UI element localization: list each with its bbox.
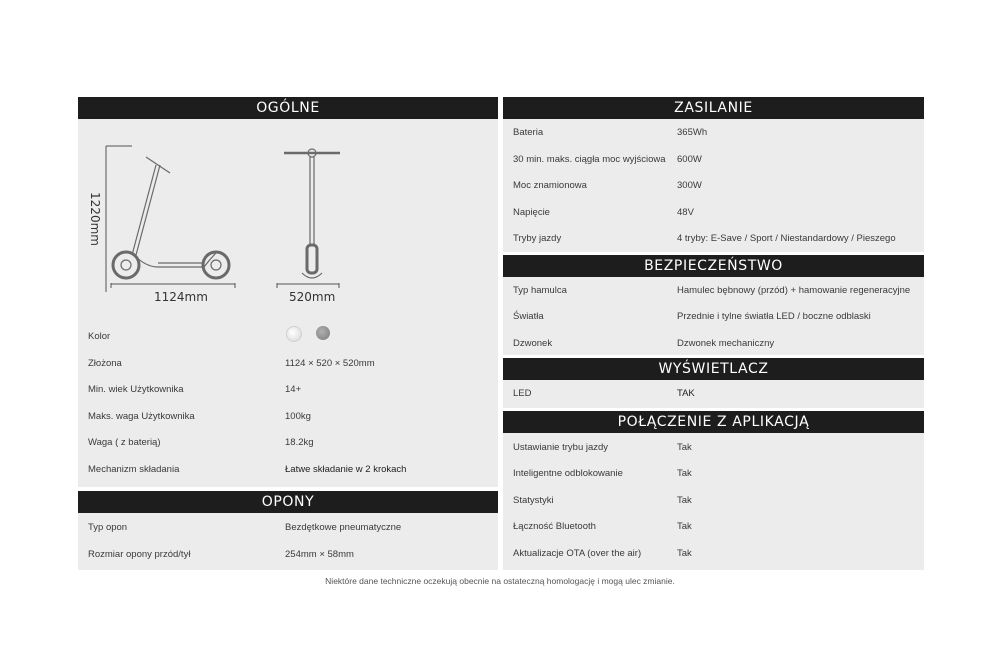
spec-value: Tak	[677, 548, 692, 559]
spec-key: Tryby jazdy	[513, 233, 562, 244]
spec-key: Aktualizacje OTA (over the air)	[513, 548, 642, 559]
scooter-front-view-image	[278, 145, 348, 285]
spec-key: Typ opon	[88, 522, 128, 533]
spec-value: 4 tryby: E-Save / Sport / Niestandardowy / Pieszego	[677, 233, 896, 244]
length-dimension-line	[110, 283, 236, 289]
spec-key: Łączność Bluetooth	[513, 521, 596, 532]
spec-row	[503, 461, 924, 487]
spec-key: Typ hamulca	[513, 285, 567, 296]
spec-row	[503, 381, 924, 407]
spec-value: Łatwe składanie w 2 krokach	[285, 464, 407, 475]
spec-value: Tak	[677, 442, 692, 453]
spec-value: 600W	[677, 154, 702, 165]
spec-value: Tak	[677, 495, 692, 506]
spec-key: Ustawianie trybu jazdy	[513, 442, 609, 453]
color-swatch-gray	[316, 326, 330, 340]
spec-key: Światła	[513, 311, 544, 322]
dimension-width-label: 520mm	[289, 290, 336, 304]
spec-key: Dzwonek	[513, 338, 553, 349]
spec-row	[78, 377, 498, 403]
footnote: Niektóre dane techniczne oczekują obecnie na ostateczną homologację i mogą ulec zmianie.	[325, 576, 675, 586]
spec-row	[503, 488, 924, 514]
app-header: POŁĄCZENIE Z APLIKACJĄ	[503, 411, 924, 433]
spec-value: Bezdętkowe pneumatyczne	[285, 522, 402, 533]
color-swatch-light	[286, 326, 302, 342]
power-header: ZASILANIE	[503, 97, 924, 119]
spec-key: 30 min. maks. ciągła moc wyjściowa	[513, 154, 666, 165]
spec-key: Statystyki	[513, 495, 554, 506]
power-section	[503, 97, 924, 252]
spec-key: Napięcie	[513, 207, 550, 218]
general-section	[78, 97, 498, 487]
spec-value: 365Wh	[677, 127, 708, 138]
spec-value: 18.2kg	[285, 437, 314, 448]
spec-row	[503, 541, 924, 567]
spec-row	[503, 278, 924, 304]
safety-section	[503, 255, 924, 355]
spec-value: 254mm × 58mm	[285, 549, 354, 560]
spec-value: Tak	[677, 521, 692, 532]
spec-value: Dzwonek mechaniczny	[677, 338, 775, 349]
dimension-height-label: 1220mm	[87, 192, 102, 246]
spec-row	[78, 430, 498, 456]
spec-value: 300W	[677, 180, 702, 191]
spec-row	[503, 435, 924, 461]
spec-key: Maks. waga Użytkownika	[88, 411, 195, 422]
spec-key: LED	[513, 388, 532, 399]
tires-section	[78, 491, 498, 570]
spec-value: 1124 × 520 × 520mm	[285, 358, 375, 369]
spec-value: Hamulec bębnowy (przód) + hamowanie regeneracyjne	[677, 285, 911, 296]
dimension-length-label: 1124mm	[154, 290, 208, 304]
spec-row	[503, 304, 924, 330]
spec-row	[503, 200, 924, 226]
width-dimension-line	[276, 283, 340, 289]
spec-row	[78, 457, 498, 483]
app-section	[503, 411, 924, 570]
spec-row	[78, 404, 498, 430]
spec-key: Mechanizm składania	[88, 464, 180, 475]
spec-row	[503, 173, 924, 199]
tires-header: OPONY	[78, 491, 498, 513]
spec-key: Moc znamionowa	[513, 180, 587, 191]
spec-value: 14+	[285, 384, 302, 395]
display-section	[503, 358, 924, 408]
spec-value: 48V	[677, 207, 694, 218]
spec-row	[503, 226, 924, 252]
spec-row	[503, 120, 924, 146]
spec-value: 100kg	[285, 411, 311, 422]
color-label: Kolor	[88, 331, 111, 342]
safety-header: BEZPIECZEŃSTWO	[503, 255, 924, 277]
spec-row	[503, 147, 924, 173]
spec-key: Inteligentne odblokowanie	[513, 468, 623, 479]
spec-key: Min. wiek Użytkownika	[88, 384, 184, 395]
spec-key: Złożona	[88, 358, 122, 369]
spec-row	[78, 515, 498, 541]
spec-row	[503, 331, 924, 357]
spec-row	[78, 351, 498, 377]
general-header: OGÓLNE	[78, 97, 498, 119]
spec-value: Przednie i tylne światła LED / boczne odblaski	[677, 311, 871, 322]
height-dimension-line	[104, 145, 134, 293]
spec-row	[503, 514, 924, 540]
spec-key: Waga ( z baterią)	[88, 437, 161, 448]
spec-value: TAK	[677, 388, 695, 399]
spec-key: Rozmiar opony przód/tył	[88, 549, 191, 560]
display-header: WYŚWIETLACZ	[503, 358, 924, 380]
spec-key: Bateria	[513, 127, 544, 138]
spec-row	[78, 542, 498, 568]
spec-value: Tak	[677, 468, 692, 479]
